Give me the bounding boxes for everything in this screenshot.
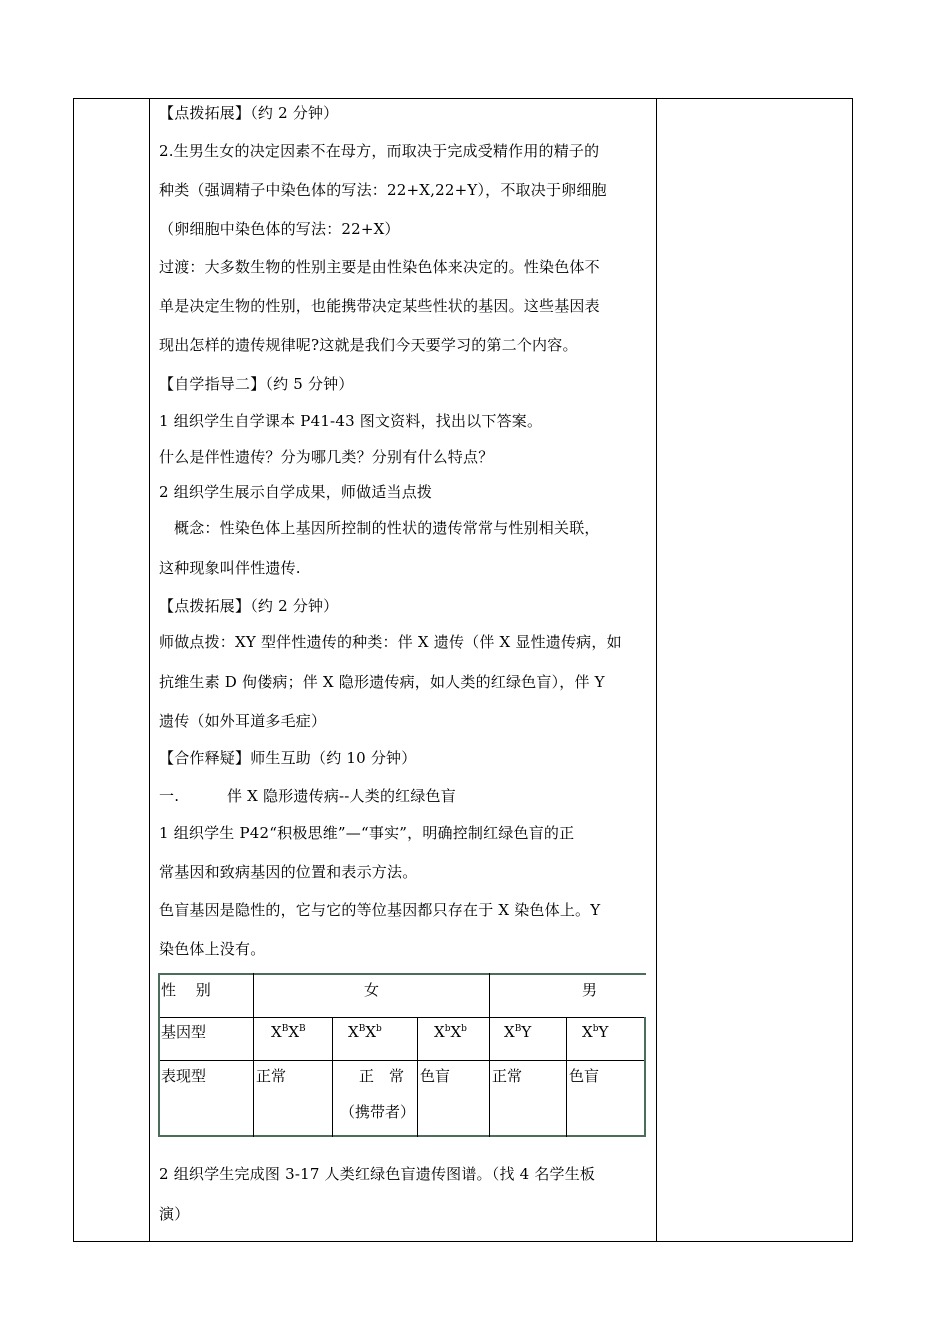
paragraph-line: 种类（强调精子中染色体的写法：22+X,22+Y），不取决于卵细胞	[159, 181, 607, 199]
genotype-cell: $X^BY$	[504, 1023, 532, 1041]
column-divider-right	[656, 98, 657, 1242]
column-divider-left	[149, 98, 150, 1242]
list-number: 一.	[159, 787, 180, 805]
paragraph-line: 2.生男生女的决定因素不在母方，而取决于完成受精作用的精子的	[159, 142, 600, 160]
paragraph-line: 2 组织学生展示自学成果，师做适当点拨	[159, 483, 433, 501]
paragraph-line: 师做点拨：XY 型伴性遗传的种类：伴 X 遗传（伴 X 显性遗传病，如	[159, 633, 622, 651]
section-heading: 【自学指导二】（约 5 分钟）	[159, 375, 354, 393]
table-rule	[158, 1017, 646, 1018]
paragraph-line: 演）	[159, 1205, 190, 1223]
paragraph-line: 这种现象叫伴性遗传.	[159, 559, 301, 577]
paragraph-line: 什么是伴性遗传？分为哪几类？分别有什么特点？	[159, 448, 494, 466]
table-rule	[417, 1017, 418, 1137]
paragraph-line: 单是决定生物的性别，也能携带决定某些性状的基因。这些基因表	[159, 297, 600, 315]
male-header: 男	[582, 981, 598, 999]
genotype-cell: $X^BX^B$	[271, 1023, 306, 1041]
paragraph-line: 抗维生素 D 佝偻病；伴 X 隐形遗传病，如人类的红绿色盲），伴 Y	[159, 673, 605, 691]
phenotype-cell: 色盲	[569, 1067, 600, 1085]
paragraph-line: 2 组织学生完成图 3-17 人类红绿色盲遗传图谱。（找 4 名学生板	[159, 1165, 596, 1183]
paragraph-line: 概念：性染色体上基因所控制的性状的遗传常常与性别相关联，	[174, 519, 600, 537]
table-rule-top	[158, 973, 646, 975]
genotype-cell: $X^bY$	[582, 1023, 609, 1041]
table-rule	[253, 973, 254, 1137]
female-header: 女	[364, 981, 380, 999]
table-rule	[489, 973, 490, 1137]
table-rule	[566, 1017, 567, 1137]
phenotype-label: 表现型	[161, 1067, 207, 1085]
genotype-phenotype-table	[158, 973, 646, 1137]
table-rule-bottom	[158, 1135, 646, 1137]
genotype-cell: $X^BX^b$	[348, 1023, 382, 1041]
phenotype-cell: 色盲	[420, 1067, 451, 1085]
paragraph-line: 染色体上没有。	[159, 940, 266, 958]
sex-header-label: 性 别	[161, 981, 211, 999]
table-rule-right	[644, 1017, 646, 1137]
paragraph-line: 色盲基因是隐性的，它与它的等位基因都只存在于 X 染色体上。Y	[159, 901, 601, 919]
paragraph-line: 常基因和致病基因的位置和表示方法。	[159, 863, 418, 881]
paragraph-line: 过渡：大多数生物的性别主要是由性染色体来决定的。性染色体不	[159, 258, 600, 276]
paragraph-line: 1 组织学生 P42“积极思维”—“事实”，明确控制红绿色盲的正	[159, 824, 575, 842]
table-rule	[332, 1017, 333, 1137]
paragraph-line: 遗传（如外耳道多毛症）	[159, 712, 327, 730]
genotype-cell: $X^bX^b$	[434, 1023, 467, 1041]
table-rule-left	[158, 973, 160, 1137]
phenotype-cell: 正 常	[359, 1067, 405, 1085]
paragraph-line: 现出怎样的遗传规律呢?这就是我们今天要学习的第二个内容。	[159, 336, 578, 354]
section-heading: 【点拨拓展】（约 2 分钟）	[159, 597, 339, 615]
table-rule	[158, 1060, 646, 1061]
phenotype-cell: 正常	[492, 1067, 523, 1085]
carrier-note: （携带者）	[340, 1103, 416, 1121]
paragraph-line: 1 组织学生自学课本 P41-43 图文资料，找出以下答案。	[159, 412, 543, 430]
paragraph-line: 【点拨拓展】（约 2 分钟）	[159, 104, 339, 122]
section-heading: 【合作释疑】师生互助（约 10 分钟）	[159, 749, 417, 767]
paragraph-line: （卵细胞中染色体的写法：22+X）	[159, 220, 400, 238]
paragraph-line: 伴 X 隐形遗传病--人类的红绿色盲	[227, 787, 456, 805]
phenotype-cell: 正常	[256, 1067, 287, 1085]
genotype-label: 基因型	[161, 1023, 207, 1041]
